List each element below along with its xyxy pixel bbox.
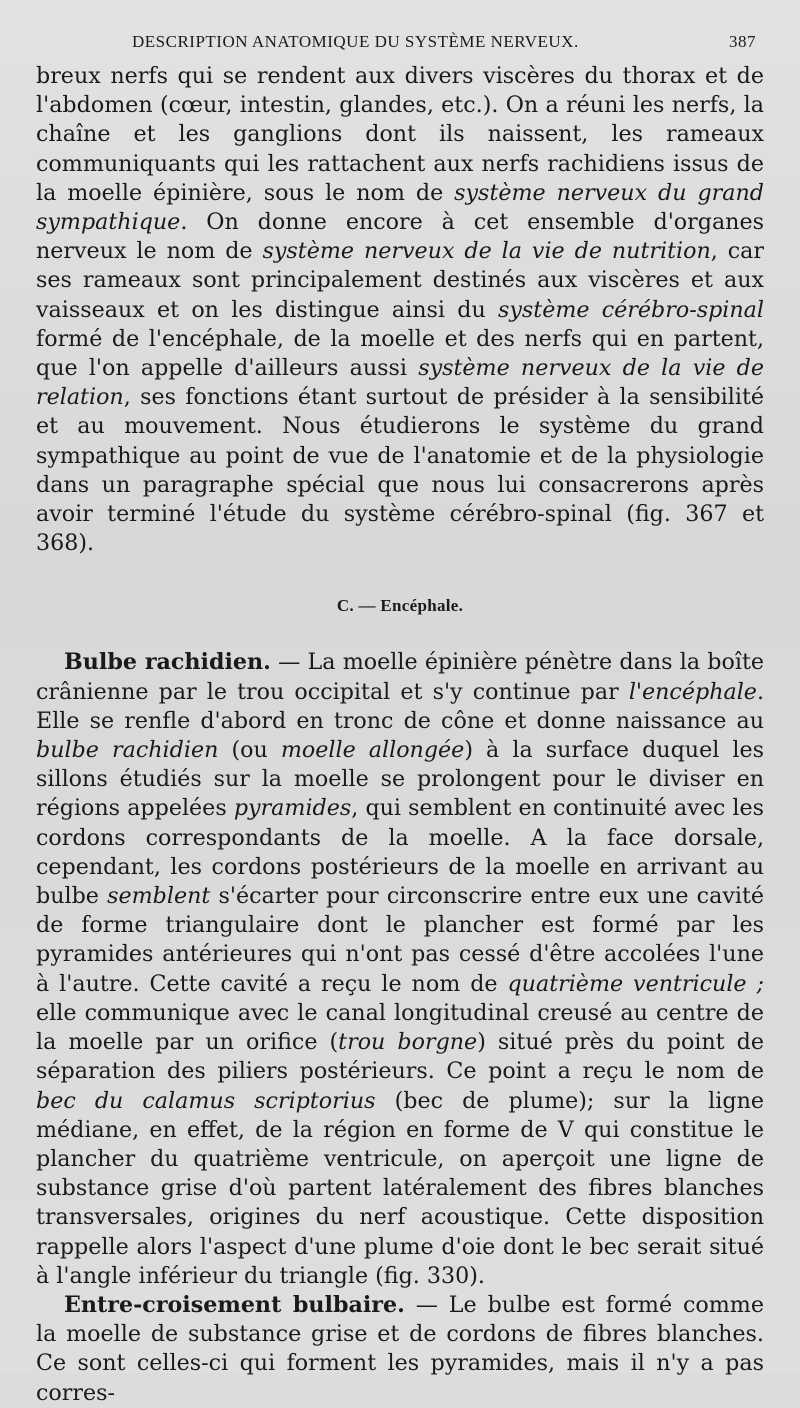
- paragraph-sympathetic-system: [36, 62, 764, 558]
- text-run: (bec de plume); sur la ligne médiane, en effet, de la région en forme de V qui constitue le plancher du quatrième ventricule, on aperçoit une ligne de substance grise d'où partent latéralement des fibres blanches transversales, origines du nerf acoustique. Cette disposition rappelle alors l'aspect d'une plume d'oie dont le bec serait situé à l'angle inférieur du triangle (fig. 330).: [36, 1087, 764, 1289]
- italic-term: moelle allongée: [280, 737, 465, 764]
- running-header: [36, 32, 764, 62]
- italic-term: semblent: [107, 883, 211, 910]
- italic-term: système nerveux de la vie de relation: [36, 355, 764, 411]
- text-run: (ou: [218, 737, 281, 764]
- italic-term: quatrième ventricule ;: [507, 970, 764, 997]
- text-run: — La moelle épinière pénètre dans la boîte crânienne par le trou occipital et s'y continue par: [36, 649, 764, 705]
- text-run: — Le bulbe est formé comme la moelle de substance grise et de cordons de fibres blanches. Ce sont celles-ci qui forment les pyramides, mais il n'y a pas corres-: [36, 1291, 764, 1406]
- text-run: elle communique avec le canal longitudinal creusé au centre de la moelle par un orifice (: [36, 999, 764, 1056]
- italic-term: bec du calamus scriptorius: [36, 1087, 376, 1114]
- italic-term: système nerveux de la vie de nutrition: [262, 238, 711, 265]
- text-run: ) situé près du point de séparation des piliers postérieurs. Ce point a reçu le nom de: [36, 1029, 764, 1085]
- text-run: formé de l'encéphale, de la moelle et des nerfs qui en partent, que l'on appelle d'ailleurs aussi: [36, 325, 764, 382]
- text-run: , car ses rameaux sont principalement destinés aux viscères et aux vaisseaux et on les distingue ainsi du: [36, 238, 764, 323]
- paragraph-bulbe-rachidien: [36, 648, 764, 1290]
- italic-term: système nerveux du grand sympathique: [36, 179, 764, 236]
- run-in-heading: Entre-croisement bulbaire.: [64, 1291, 405, 1318]
- section-heading: C. — Encéphale.: [336, 596, 464, 616]
- text-run: . Elle se renfle d'abord en tronc de cône et donne naissance au: [36, 678, 764, 734]
- italic-term: l'encéphale: [628, 678, 757, 705]
- italic-term: pyramides: [233, 795, 352, 822]
- paragraph-entre-croisement: [36, 1291, 764, 1408]
- italic-term: système cérébro-spinal: [497, 296, 764, 323]
- italic-term: bulbe rachidien: [36, 737, 219, 764]
- run-in-heading: Bulbe rachidien.: [64, 649, 271, 676]
- text-run: s'écarter pour circonscrire entre eux une cavité de forme triangulaire dont le plancher est formé par les pyramides antérieures qui n'ont pas cessé d'être accolées l'une à l'autre. Cette cavité a reçu le nom de: [36, 883, 765, 997]
- italic-term: trou borgne: [338, 1029, 478, 1056]
- text-run: , ses fonctions étant surtout de présider à la sensibilité et au mouvement. Nous étudierons le système du grand sympathique au point de vue de l'anatomie et de la physiologie dans un paragraphe spécial que nous lui consacrerons après avoir terminé l'étude du système cérébro-spinal (fig. 367 et 368).: [36, 384, 764, 557]
- text-run: , qui semblent en continuité avec les cordons correspondants de la moelle. A la face dorsale, cependant, les cordons postérieurs de la moelle en arrivant au bulbe: [36, 795, 764, 910]
- header-title: DESCRIPTION ANATOMIQUE DU SYSTÈME NERVEUX.: [132, 32, 579, 51]
- text-run: breux nerfs qui se rendent aux divers viscères du thorax et de l'abdomen (cœur, intestin, glandes, etc.). On a réuni les nerfs, la chaîne et les ganglions dont ils naissent, les rameaux communiquants qui les rattachent aux nerfs rachidiens issus de la moelle épinière, sous le nom de: [36, 63, 764, 206]
- text-run: ) à la surface duquel les sillons étudiés sur la moelle se prolongent pour le diviser en régions appelées: [36, 737, 765, 822]
- page-number: 387: [729, 32, 756, 51]
- text-run: . On donne encore à cet ensemble d'organes nerveux le nom de: [36, 209, 764, 265]
